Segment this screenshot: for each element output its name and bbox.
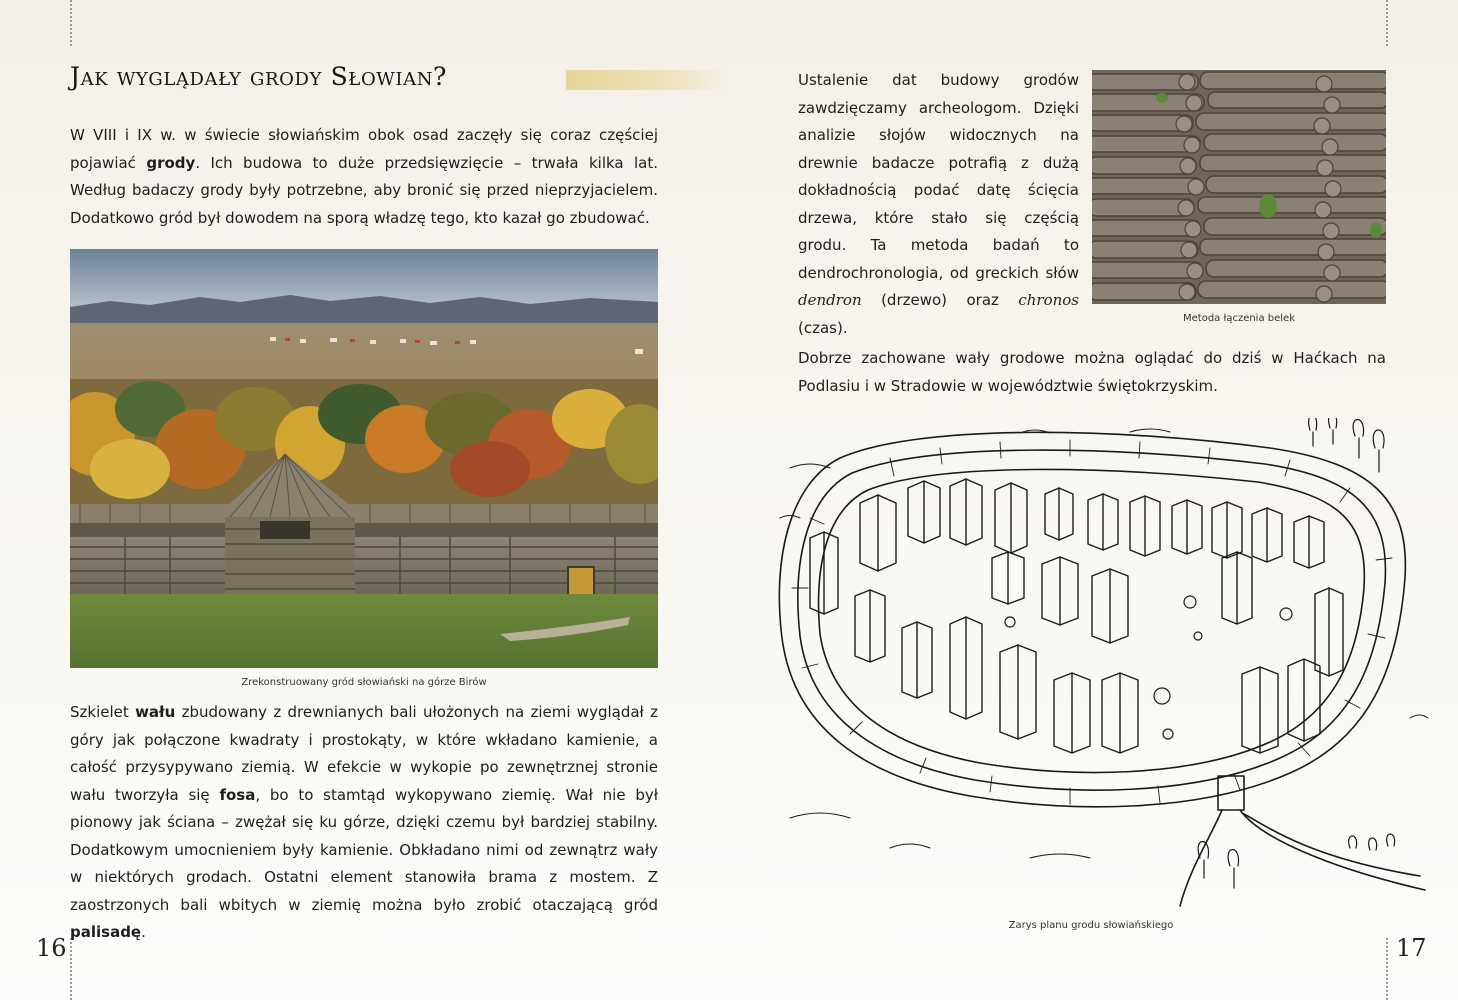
page-title: Jak wyglądały grody Słowian?	[70, 62, 448, 91]
page-number-right: 17	[1396, 934, 1427, 962]
page-number-left: 16	[36, 934, 67, 962]
intro-paragraph: W VIII i IX w. w świecie słowiańskim obok osad zaczęły się coraz częściej pojawiać grody. Ich budowa to duże przedsięwzięcie – trwała kilka lat. Według badaczy grody były potrzebne, aby bronić się przed nieprzyjacielem. Dodatkowo gród był dowodem na sporą władzę tego, kto kazał go zbudować.	[70, 126, 659, 227]
photo-caption: Zrekonstruowany gród słowiański na górze Birów	[241, 677, 487, 688]
plan-caption: Zarys planu grodu słowiańskiego	[1008, 920, 1174, 931]
dating-paragraph: Ustalenie dat budowy grodów zawdzięczamy archeologom. Dzięki analizie słojów widocznych na drewnie badacze potrafią z dużą dokładnością podać datę ścięcia drzewa, które stało się częścią grodu. Ta metoda badań to dendrochronologia, od greckich słów dendron (drzewo) oraz chronos (czas).	[798, 71, 1079, 337]
fortress-photo	[70, 249, 658, 668]
title-accent-bar	[566, 70, 726, 90]
logs-caption: Metoda łączenia belek	[1183, 313, 1295, 324]
rampart-paragraph: Szkielet wału zbudowany z drewnianych bali ułożonych na ziemi wyglądał z góry jak połączone kwadraty i prostokąty, w które wkładano kamienie, a całość przysypywano ziemią. W efekcie w wykopie po zewnętrznej stronie wału tworzyła się fosa, bo to stamtąd wykopywano ziemię. Wał nie był pionowy jak ściana – zwężał się ku górze, dzięki czemu był bardziej stabilny. Dodatkowym umocnieniem były kamienie. Obkładano nimi od zewnątrz wały w niektórych grodach. Ostatni element stanowiła brama z mostem. Z zaostrzonych bali wbitych w ziemię można było zrobić otaczającą gród palisadę.	[70, 703, 658, 941]
right-bottom-dotted-rule	[1386, 938, 1388, 1000]
preserved-paragraph: Dobrze zachowane wały grodowe można oglądać do dziś w Haćkach na Podlasiu i w Stradowie w województwie świętokrzyskim.	[798, 349, 1386, 395]
left-top-dotted-rule	[70, 0, 72, 46]
fortress-plan-sketch	[770, 418, 1430, 908]
log-joint-photo	[1092, 70, 1386, 304]
right-top-dotted-rule	[1386, 0, 1388, 46]
left-bottom-dotted-rule	[70, 938, 72, 1000]
